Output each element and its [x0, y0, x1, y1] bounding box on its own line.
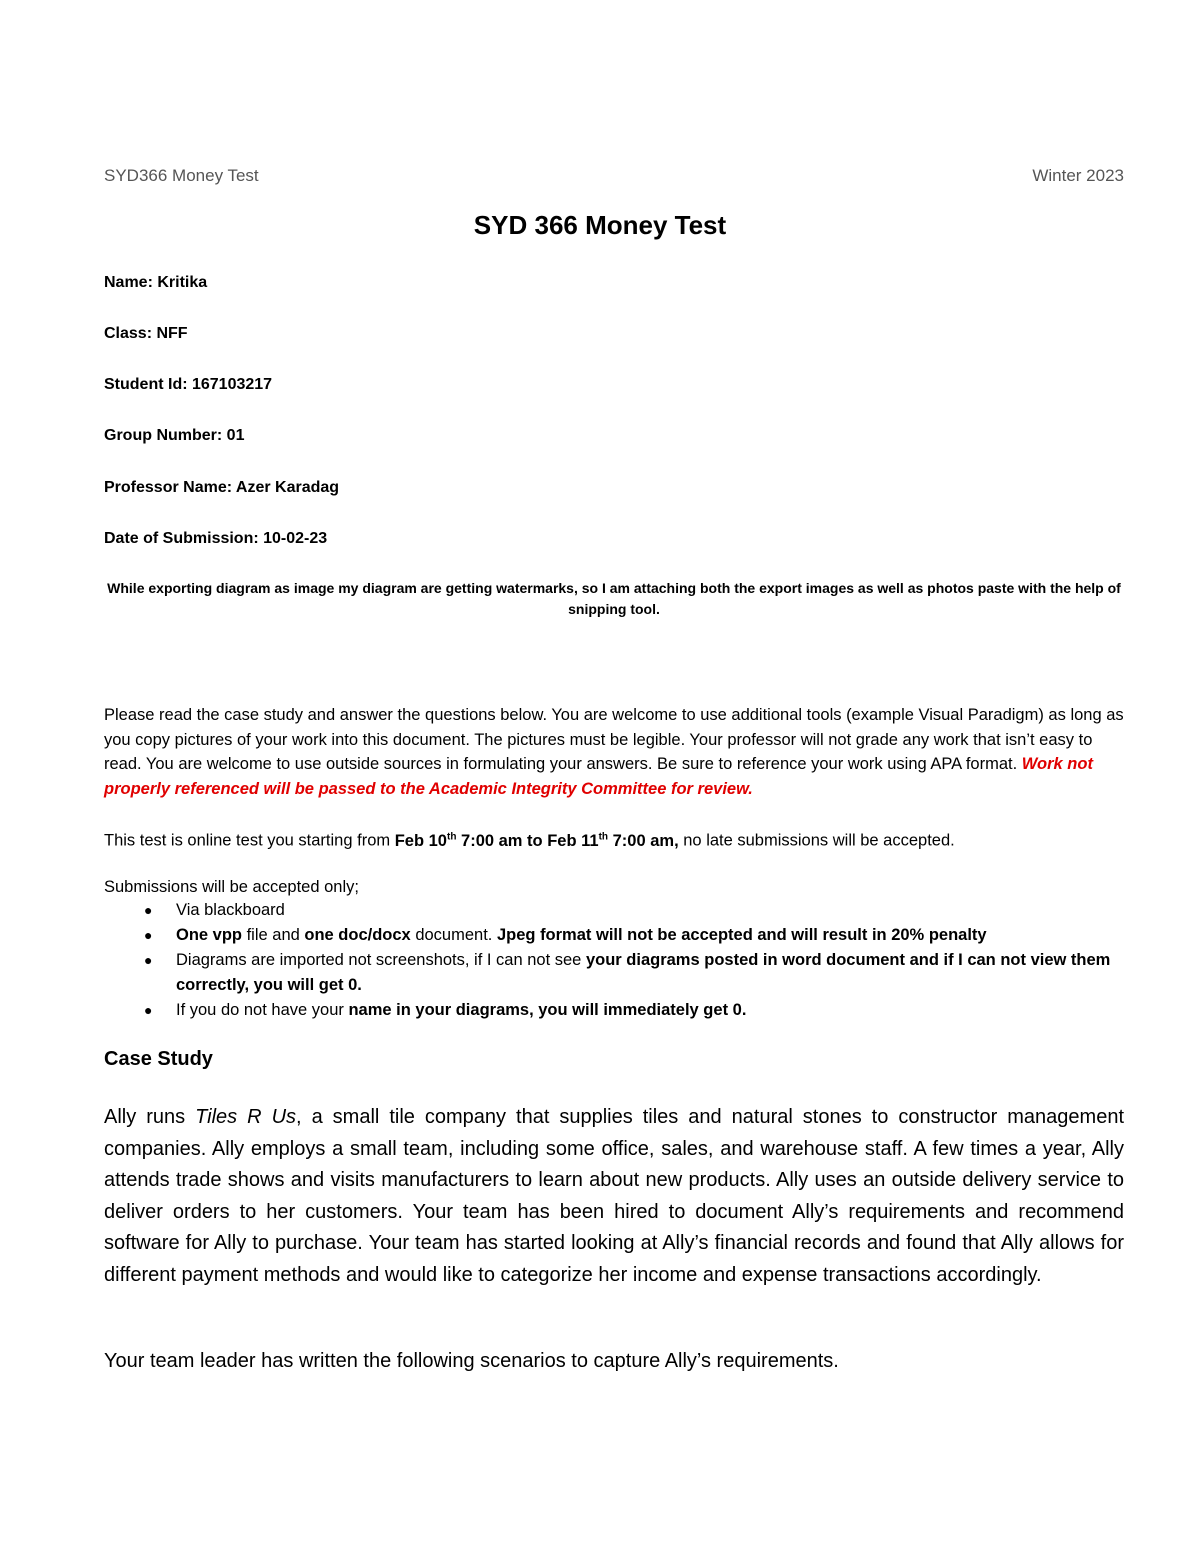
field-student-id: Student Id: 167103217 [104, 376, 273, 393]
schedule-suffix: no late submissions will be accepted. [678, 831, 955, 850]
schedule-end-sup: th [598, 831, 609, 842]
rule-text: file and [242, 926, 305, 944]
rule-text: Jpeg format will not be accepted and will result in 20% penalty [496, 926, 987, 944]
rule-text: Via blackboard [176, 901, 285, 919]
header-course-label: SYD366 Money Test [104, 166, 259, 185]
rule-text: one doc/docx [304, 926, 411, 944]
instructions-text: Please read the case study and answer the questions below. You are welcome to use additional tools (example Visual Paradigm) as long as you copy pictures of your work into this document. The pictures must be legible. Your professor will not grade any work that isn’t easy to read. You are welcome to use outside sources in formulating your answers. Be sure to reference your work using APA format. [104, 706, 1124, 773]
case-study-heading: Case Study [104, 1048, 213, 1070]
field-professor-name: Professor Name: Azer Karadag [104, 479, 340, 496]
field-name: Name: Kritika [104, 274, 208, 291]
integrity-warning: Work not properly referenced will be passed to the Academic Integrity Committee for review. [104, 755, 1093, 798]
field-date-of-submission: Date of Submission: 10-02-23 [104, 530, 328, 547]
header-term-label: Winter 2023 [1032, 166, 1124, 185]
case-text: , a small tile company that supplies tiles and natural stones to constructor management companies. Ally employs a small team, including some office, sales, and warehouse staff. A few times a year, Ally attends trade shows and visits manufacturers to learn about new products. Ally uses an outside delivery service to deliver orders to her customers. Your team has been hired to document Ally’s requirements and recommend software for Ally to purchase. Your team has started looking at Ally’s financial records and found that Ally allows for different payment methods and would like to categorize her income and expense transactions accordingly. [104, 1106, 1124, 1286]
instructions-paragraph [104, 703, 1134, 801]
bullet-icon: ● [144, 952, 153, 968]
rule-text: Diagrams are imported not screenshots, if I can not see [176, 951, 586, 969]
bullet-icon: ● [144, 927, 153, 943]
field-class: Class: NFF [104, 325, 188, 342]
rule-text: One vpp [176, 926, 243, 944]
company-name: Tiles R Us [195, 1106, 297, 1128]
document-title: SYD 366 Money Test [473, 210, 727, 240]
submission-rules-list [104, 898, 1134, 1023]
rule-text: your diagrams posted in word document and if I can not view them correctly, you will get 0. [176, 951, 1111, 994]
bullet-icon: ● [144, 1002, 153, 1018]
rule-text: document. [410, 926, 497, 944]
schedule-start-sup: th [446, 831, 457, 842]
list-item [104, 923, 1134, 948]
list-item [104, 898, 1134, 923]
watermark-note: While exporting diagram as image my diagram are getting watermarks, so I am attaching both the export images as well as photos paste with the help of snipping tool. [107, 580, 1121, 617]
schedule-end-time: 7:00 am, [608, 831, 679, 850]
case-text: Ally runs [104, 1106, 196, 1128]
submissions-intro: Submissions will be accepted only; [104, 878, 359, 896]
field-group-number: Group Number: 01 [104, 427, 245, 444]
schedule-start-time: 7:00 am to Feb 11 [456, 831, 599, 850]
scenarios-intro: Your team leader has written the following scenarios to capture Ally’s requirements. [104, 1350, 839, 1372]
rule-text: If you do not have your [176, 1001, 349, 1019]
schedule-prefix: This test is online test you starting from [104, 831, 395, 850]
bullet-icon: ● [144, 902, 153, 918]
rule-text: name in your diagrams, you will immediately get 0. [348, 1001, 747, 1019]
list-item [104, 948, 1134, 998]
list-item [104, 998, 1134, 1023]
schedule-paragraph [104, 825, 1134, 853]
case-study-paragraph [104, 1102, 1124, 1291]
schedule-start-date: Feb 10 [394, 831, 447, 850]
